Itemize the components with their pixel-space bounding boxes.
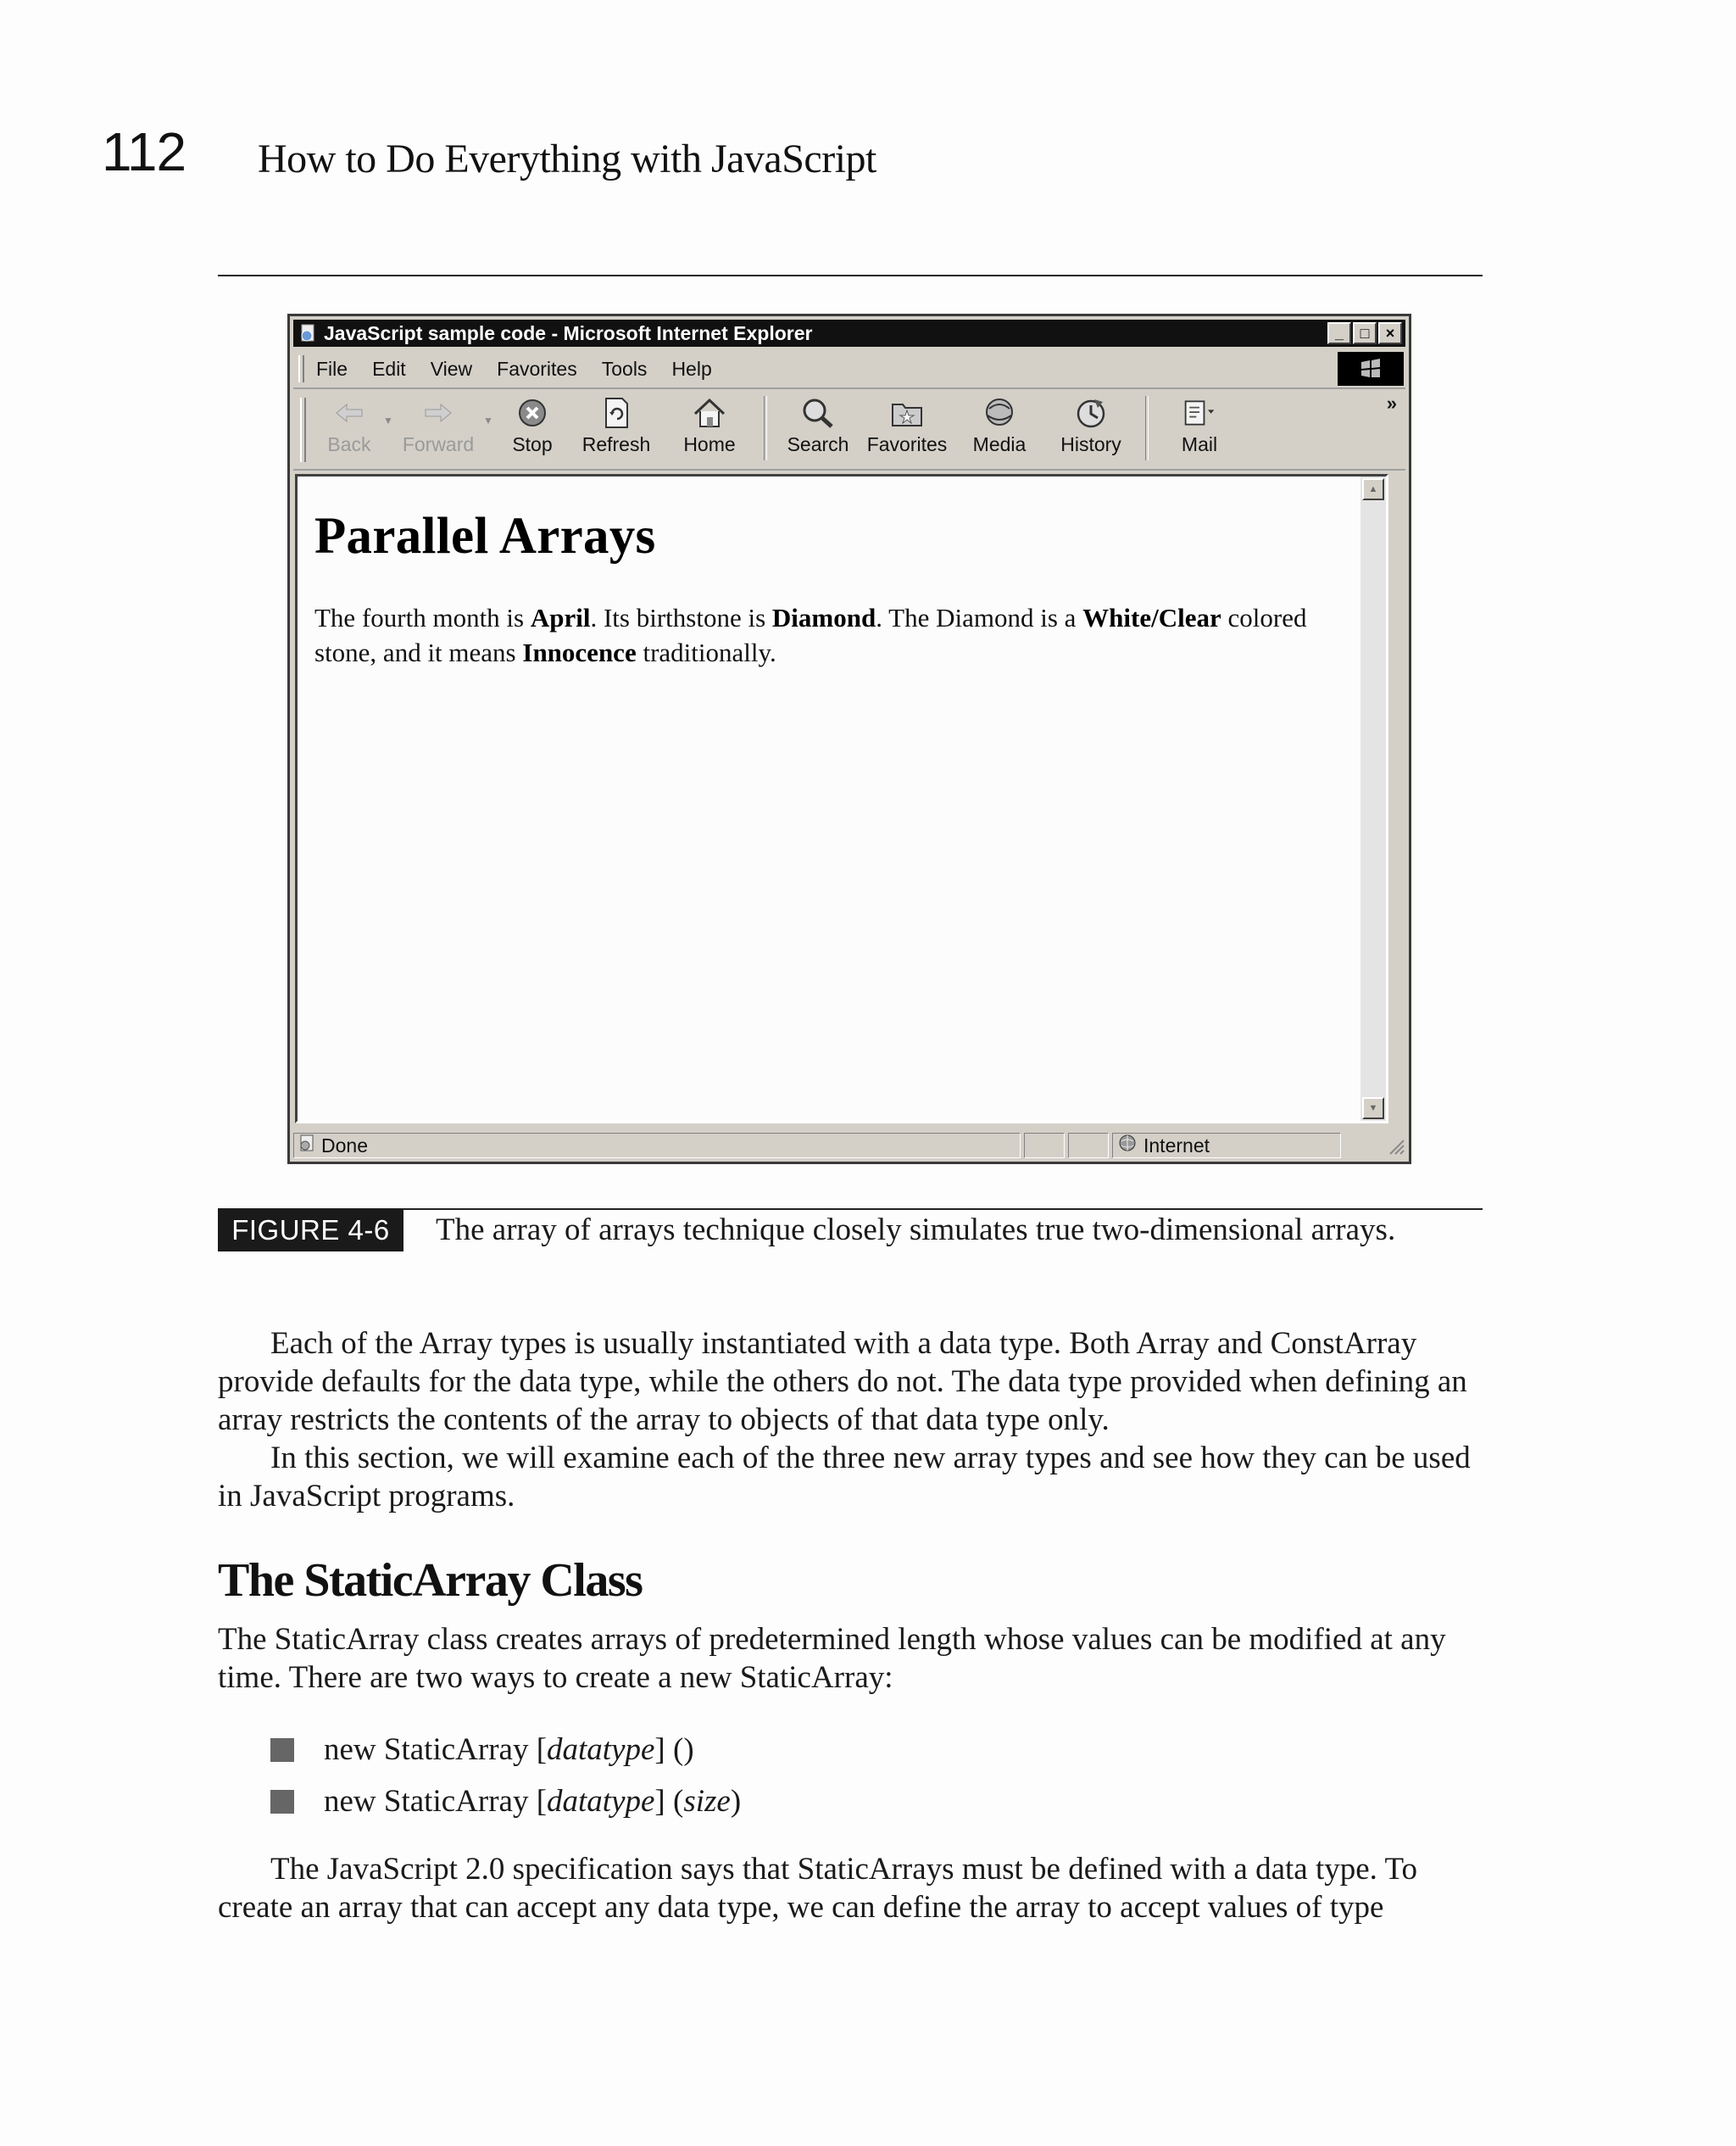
toolbar-separator bbox=[764, 396, 767, 460]
bullet-square-icon bbox=[270, 1738, 294, 1762]
menu-view[interactable]: View bbox=[430, 357, 473, 380]
status-page-icon bbox=[298, 1134, 316, 1157]
section-heading: The StaticArray Class bbox=[218, 1554, 643, 1607]
toolbar-separator-2 bbox=[1145, 396, 1149, 460]
ie-page-icon bbox=[297, 323, 320, 343]
forward-arrow-icon bbox=[421, 396, 455, 430]
status-bar bbox=[293, 1130, 1405, 1161]
menu-bar bbox=[293, 350, 1405, 389]
vertical-scrollbar[interactable] bbox=[1360, 477, 1386, 1121]
menu-help[interactable]: Help bbox=[671, 357, 712, 380]
scroll-down-icon[interactable]: ▼ bbox=[1362, 1097, 1384, 1119]
history-label: History bbox=[1060, 433, 1121, 455]
menu-grip bbox=[298, 355, 304, 382]
forward-dropdown-icon[interactable]: ▼ bbox=[483, 415, 493, 426]
back-dropdown-icon[interactable]: ▼ bbox=[383, 415, 393, 426]
media-icon bbox=[982, 396, 1016, 430]
stop-label: Stop bbox=[512, 433, 553, 455]
back-label: Back bbox=[327, 433, 371, 455]
menu-tools[interactable]: Tools bbox=[601, 357, 648, 380]
header-rule bbox=[218, 275, 1483, 276]
minimize-button[interactable]: _ bbox=[1327, 322, 1351, 344]
status-zone-cell bbox=[1112, 1133, 1341, 1158]
paragraph-1: Each of the Array types is usually instantiated with a data type. Both Array and ConstArray provide defaults for the data type, while the others do not. The data type provided when defining an array restricts the contents of the array to objects of that data type only. bbox=[218, 1326, 1467, 1437]
title-bar bbox=[293, 320, 1405, 347]
favorites-button[interactable] bbox=[860, 391, 954, 462]
page-heading: Parallel Arrays bbox=[314, 508, 656, 565]
page-color: White/Clear bbox=[1082, 603, 1221, 633]
mail-button[interactable] bbox=[1157, 391, 1242, 462]
refresh-icon bbox=[599, 396, 633, 430]
body-paragraph-4 bbox=[218, 1850, 1489, 1926]
figure-label: FIGURE 4-6 bbox=[218, 1209, 403, 1251]
home-label: Home bbox=[683, 433, 736, 455]
search-button[interactable] bbox=[776, 391, 860, 462]
refresh-button[interactable] bbox=[569, 391, 664, 462]
status-zone: Internet bbox=[1143, 1134, 1210, 1157]
stop-button[interactable] bbox=[496, 391, 569, 462]
figure-caption: The array of arrays technique closely simulates true two-dimensional arrays. bbox=[436, 1212, 1396, 1247]
menu-file[interactable]: File bbox=[316, 357, 348, 380]
status-main-cell bbox=[293, 1133, 1021, 1158]
status-cell-empty bbox=[1024, 1133, 1065, 1158]
mail-icon bbox=[1182, 396, 1216, 430]
home-icon bbox=[693, 396, 726, 430]
window-title: JavaScript sample code - Microsoft Internet Explorer bbox=[324, 321, 813, 344]
bullet-item-1 bbox=[270, 1731, 694, 1768]
bullet-1-italic: datatype bbox=[547, 1732, 655, 1767]
body-paragraph-3 bbox=[218, 1620, 1489, 1697]
favorites-label: Favorites bbox=[866, 433, 948, 455]
bullet-1-post: ] () bbox=[654, 1732, 694, 1767]
back-button[interactable] bbox=[318, 391, 381, 462]
browser-window bbox=[287, 314, 1411, 1164]
bullet-2-pre: new StaticArray [ bbox=[324, 1784, 548, 1819]
back-arrow-icon bbox=[332, 396, 366, 430]
bullet-2-post: ) bbox=[730, 1784, 742, 1819]
page-viewport bbox=[295, 474, 1388, 1123]
history-icon bbox=[1074, 396, 1108, 430]
bullet-1-pre: new StaticArray [ bbox=[324, 1732, 548, 1767]
page-meaning: Innocence bbox=[522, 638, 637, 667]
windows-logo-icon bbox=[1338, 352, 1404, 386]
page-number: 112 bbox=[102, 121, 186, 182]
page-text-2: . Its birthstone is bbox=[590, 603, 772, 633]
toolbar-grip bbox=[300, 398, 306, 462]
scroll-up-icon[interactable]: ▲ bbox=[1362, 478, 1384, 500]
forward-label: Forward bbox=[402, 433, 475, 455]
forward-button[interactable] bbox=[396, 391, 481, 462]
history-button[interactable] bbox=[1045, 391, 1137, 462]
bullet-2-italic: datatype bbox=[547, 1784, 655, 1819]
page-text-3: . The Diamond is a bbox=[876, 603, 1083, 633]
search-label: Search bbox=[787, 433, 849, 455]
paragraph-2: In this section, we will examine each of the three new array types and see how they can be used in JavaScript programs. bbox=[218, 1441, 1471, 1513]
resize-grip-icon[interactable] bbox=[1385, 1135, 1405, 1156]
standard-toolbar bbox=[293, 391, 1405, 471]
home-button[interactable] bbox=[664, 391, 755, 462]
page-text-1: The fourth month is bbox=[314, 603, 531, 633]
media-label: Media bbox=[972, 433, 1027, 455]
toolbar-chevron-icon[interactable]: » bbox=[1386, 393, 1397, 414]
favorites-icon bbox=[890, 396, 924, 430]
globe-icon bbox=[1118, 1134, 1137, 1157]
status-cell-empty bbox=[1068, 1133, 1109, 1158]
menu-edit[interactable]: Edit bbox=[372, 357, 406, 380]
bullet-2-italic-2: size bbox=[683, 1784, 731, 1819]
stop-icon bbox=[515, 396, 549, 430]
running-head: How to Do Everything with JavaScript bbox=[258, 137, 876, 181]
page-text-4: colored stone, and it means bbox=[314, 603, 1307, 667]
maximize-button[interactable]: □ bbox=[1353, 322, 1377, 344]
close-button[interactable]: × bbox=[1378, 322, 1402, 344]
bullet-square-icon bbox=[270, 1790, 294, 1814]
page-stone: Diamond bbox=[771, 603, 876, 633]
bullet-2-mid: ] ( bbox=[654, 1784, 684, 1819]
body-paragraphs bbox=[218, 1324, 1489, 1515]
page-month: April bbox=[530, 603, 591, 633]
menu-favorites[interactable]: Favorites bbox=[497, 357, 577, 380]
paragraph-4: The JavaScript 2.0 specification says that StaticArrays must be defined with a data type. To create an array that can accept any data type, we can define the array to accept values of type bbox=[218, 1852, 1418, 1925]
bullet-item-2 bbox=[270, 1783, 741, 1820]
mail-label: Mail bbox=[1181, 433, 1218, 455]
media-button[interactable] bbox=[954, 391, 1045, 462]
paragraph-3: The StaticArray class creates arrays of predetermined length whose values can be modified at any time. There are two ways to create a new StaticArray: bbox=[218, 1622, 1446, 1695]
search-icon bbox=[801, 396, 835, 430]
status-text: Done bbox=[321, 1134, 368, 1157]
page-text-5: traditionally. bbox=[636, 638, 776, 667]
refresh-label: Refresh bbox=[581, 433, 651, 455]
page-paragraph bbox=[314, 600, 1349, 670]
